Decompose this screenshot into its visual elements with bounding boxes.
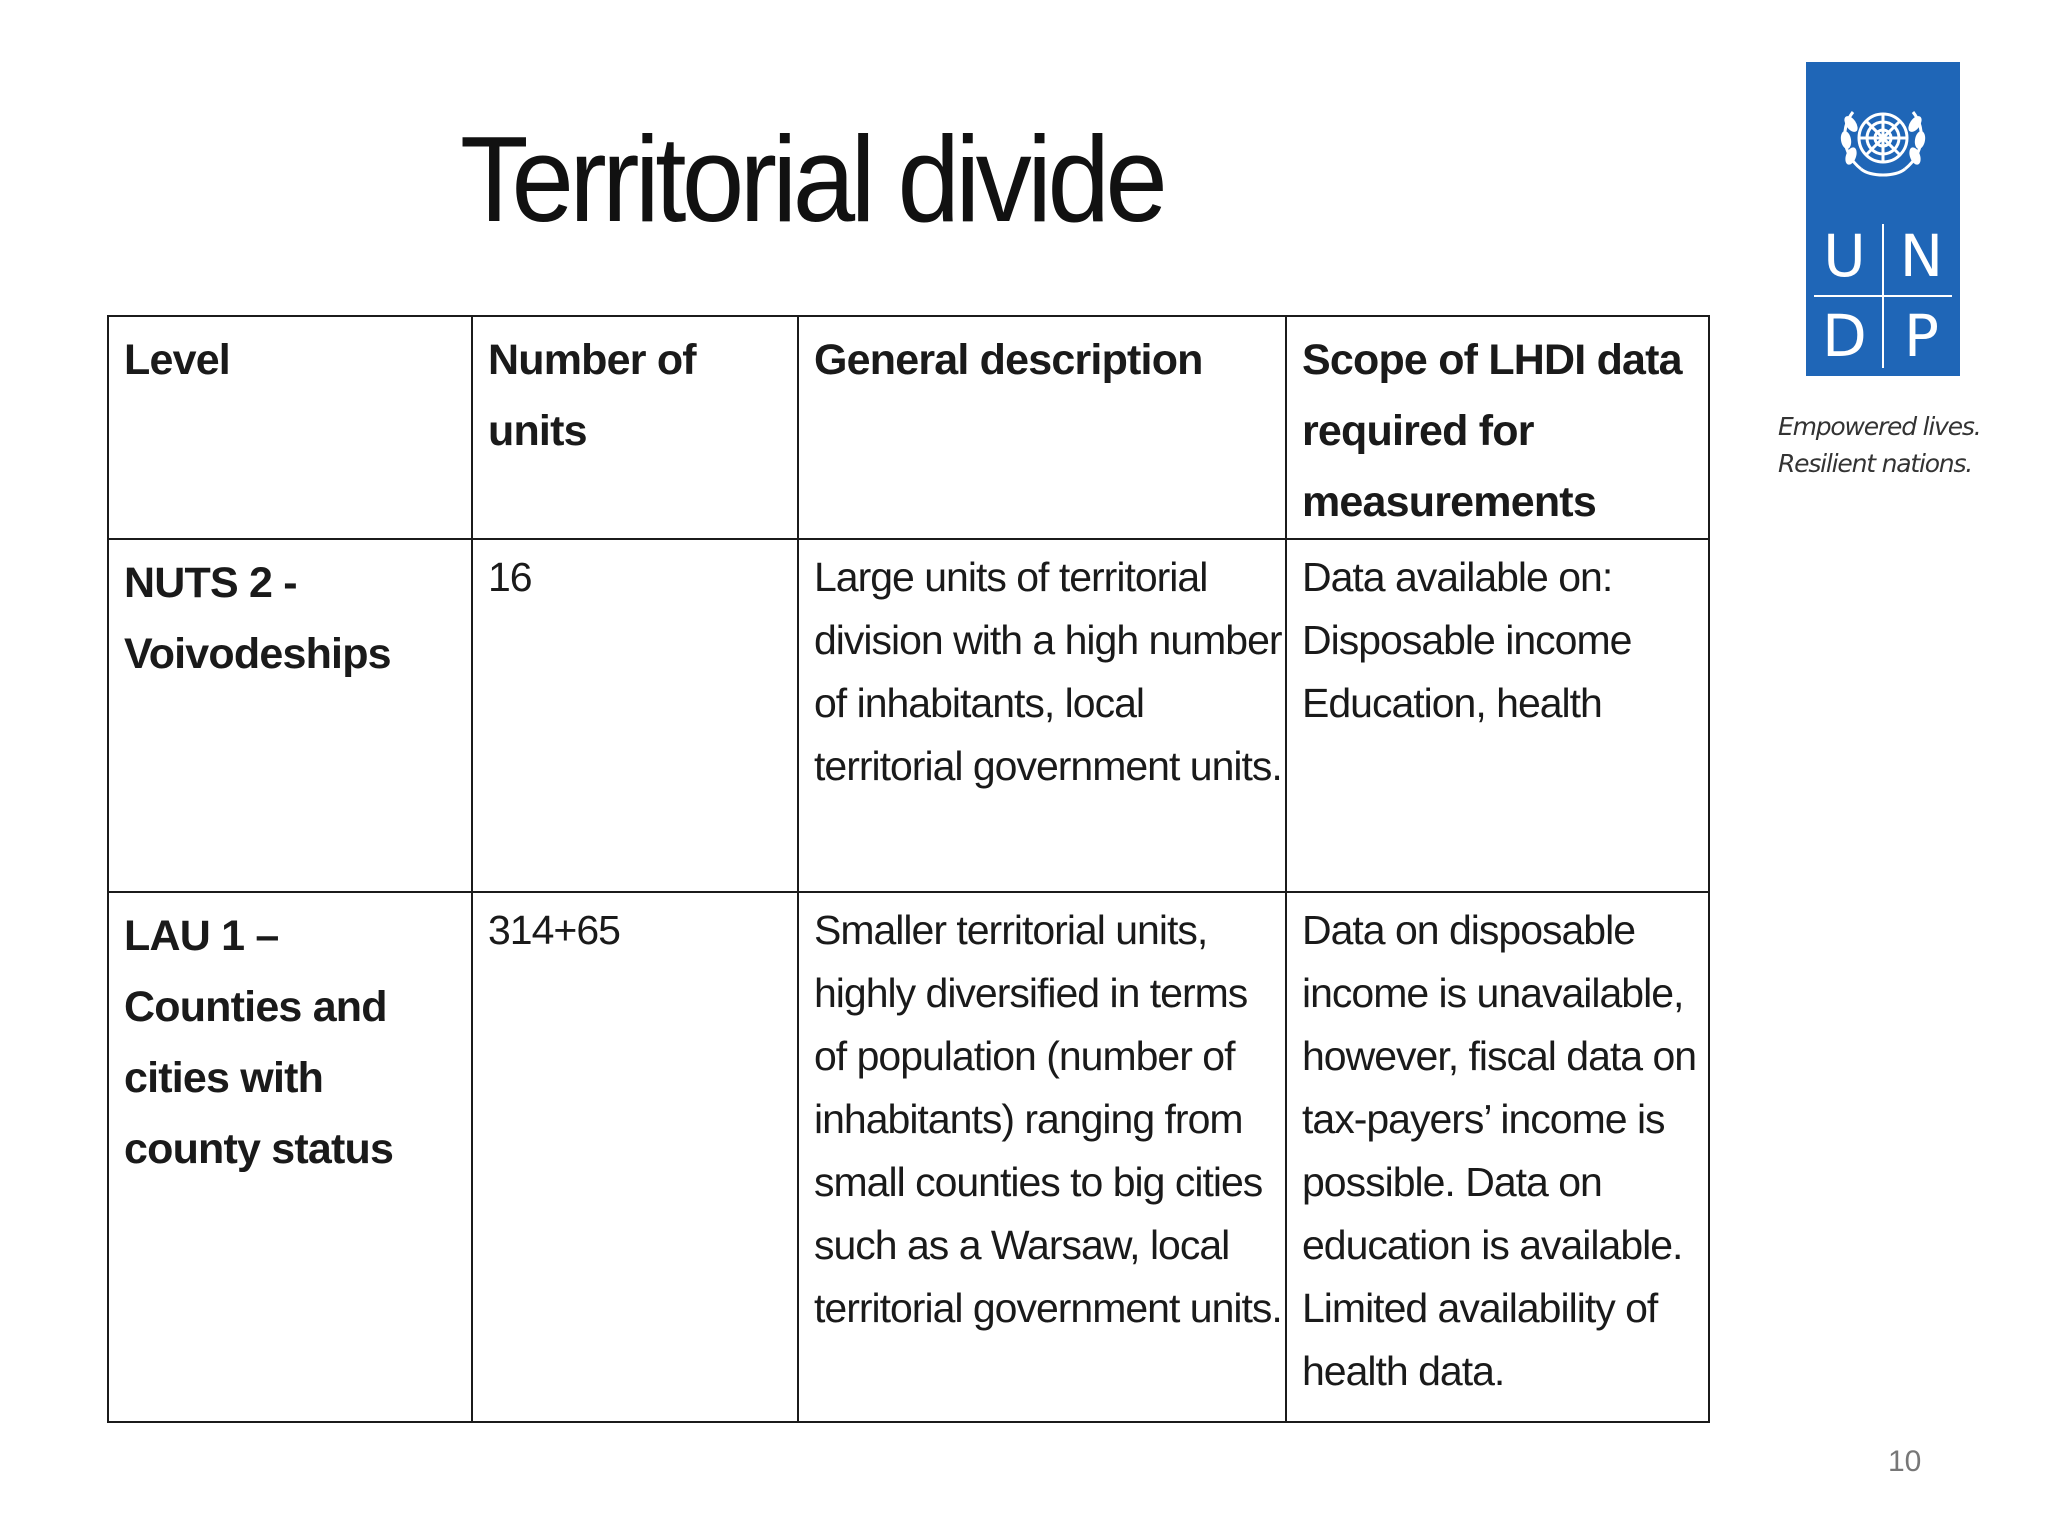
scope-line: Disposable income [1302,617,1632,663]
description-line: of inhabitants, local [814,680,1145,726]
header-line: Scope of LHDI data [1302,336,1682,384]
level-line: NUTS 2 - [124,559,297,607]
scope-line: Limited availability of [1302,1285,1658,1331]
description-cell [798,892,1286,1422]
units-value: 314+65 [488,907,620,953]
units-value: 16 [488,554,532,600]
header-line: required for [1302,407,1534,455]
page-number: 10 [1888,1445,1922,1478]
description-line: highly diversified in terms [814,970,1248,1016]
undp-logo-box [1806,62,1960,376]
scope-cell [1286,892,1709,1422]
table-header-row [108,316,1709,539]
table-row-lau-1 [108,892,1709,1422]
description-cell [798,539,1286,892]
header-line: Number of [488,336,696,384]
logo-tagline [1778,408,2036,482]
slide-title: Territorial divide [460,111,1164,247]
undp-letter-grid [1806,216,1960,376]
logo-letter-u: U [1823,222,1866,290]
un-emblem-icon [1806,62,1960,216]
level-line: Counties and [124,983,387,1031]
scope-line: education is available. [1302,1222,1683,1268]
units-cell [472,539,798,892]
description-line: such as a Warsaw, local [814,1222,1230,1268]
description-line: division with a high number [814,617,1282,663]
scope-cell [1286,539,1709,892]
logo-tagline-line-1: Empowered lives. [1778,412,1981,441]
scope-line: Data on disposable [1302,907,1636,953]
logo-tagline-line-2: Resilient nations. [1778,449,1973,478]
header-line: units [488,407,587,455]
logo-letter-n: N [1899,222,1944,290]
level-line: LAU 1 – [124,912,279,960]
scope-line: Data available on: [1302,554,1613,600]
scope-line: Education, health [1302,680,1602,726]
description-line: Smaller territorial units, [814,907,1208,953]
scope-line: income is unavailable, [1302,970,1684,1016]
level-cell [108,892,472,1422]
header-level [108,316,472,539]
header-line: General description [814,336,1203,384]
scope-line: however, fiscal data on [1302,1033,1697,1079]
description-line: Large units of territorial [814,554,1208,600]
level-line: cities with [124,1054,324,1102]
level-line: Voivodeships [124,630,391,678]
header-scope [1286,316,1709,539]
header-general-description [798,316,1286,539]
header-number-of-units [472,316,798,539]
level-line: county status [124,1125,394,1173]
scope-line: tax-payers’ income is [1302,1096,1665,1142]
scope-line: possible. Data on [1302,1159,1602,1205]
logo-letter-p: P [1904,302,1939,370]
description-line: territorial government units. [814,743,1282,789]
description-line: territorial government units. [814,1285,1282,1331]
logo-letter-d: D [1822,302,1867,370]
units-cell [472,892,798,1422]
scope-line: health data. [1302,1348,1505,1394]
description-line: inhabitants) ranging from [814,1096,1243,1142]
level-cell [108,539,472,892]
table-row-nuts-2 [108,539,1709,892]
description-line: of population (number of [814,1033,1235,1079]
header-line: measurements [1302,478,1596,526]
territorial-divide-table [107,315,1710,1423]
description-line: small counties to big cities [814,1159,1263,1205]
header-line: Level [124,336,230,384]
